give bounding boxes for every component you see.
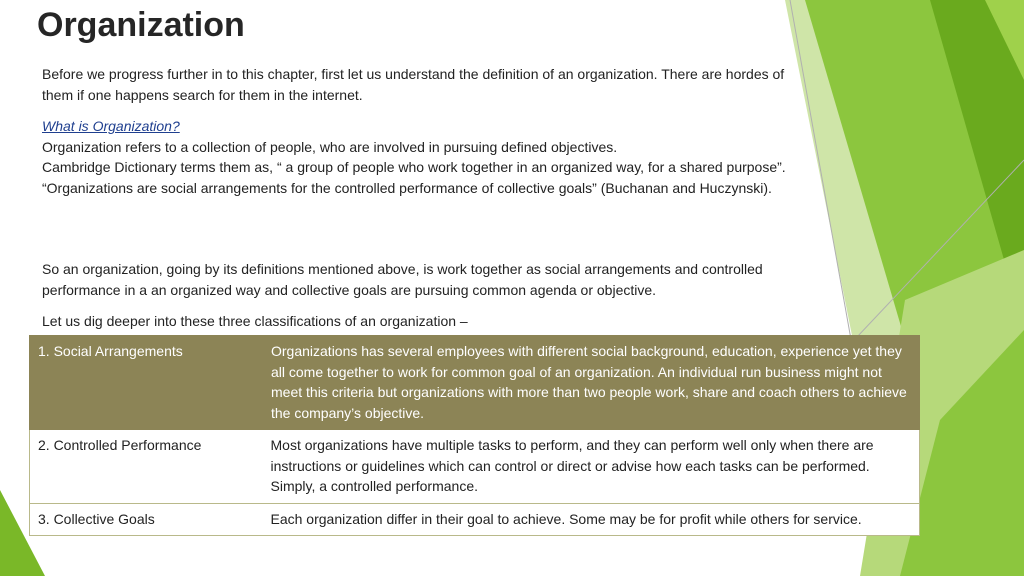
table-row xyxy=(30,503,920,536)
row-label: 1. Social Arrangements xyxy=(30,336,263,430)
table-row xyxy=(30,336,920,430)
row-label: 2. Controlled Performance xyxy=(30,430,263,504)
row-description: Each organization differ in their goal to achieve. Some may be for profit while others for service. xyxy=(263,503,920,536)
definitions-block xyxy=(42,116,817,198)
summary-paragraph xyxy=(42,259,817,300)
intro-text: Before we progress further in to this chapter, first let us understand the definition of an organization. There are hordes of them if one happens search for them in the internet. xyxy=(42,66,785,103)
row-description: Organizations has several employees with different social background, education, experience yet they all come together to work for common goal of an organization. An individual run business might not meet this criteria but organizations with more than two people work, share and coach others to achieve the company’s objective. xyxy=(263,336,920,430)
summary-text: So an organization, going by its definitions mentioned above, is work together as social arrangements and controlled performance in a an organized way and collective goals are pursuing common agenda or objective. xyxy=(42,261,763,298)
definition-1: Organization refers to a collection of people, who are involved in pursuing defined objectives. xyxy=(42,138,618,155)
row-description: Most organizations have multiple tasks to perform, and they can perform well only when there are instructions or guidelines which can control or direct or advise how each tasks can be performed. Simply, a controlled performance. xyxy=(263,430,920,504)
what-is-organization-link[interactable]: What is Organization? xyxy=(42,118,180,134)
classification-table xyxy=(29,335,920,536)
row-label: 3. Collective Goals xyxy=(30,503,263,536)
lead-in-text: Let us dig deeper into these three classifications of an organization – xyxy=(42,313,468,329)
slide-title: Organization xyxy=(37,6,245,44)
table-row xyxy=(30,430,920,504)
intro-paragraph xyxy=(42,64,817,105)
definition-2: Cambridge Dictionary terms them as, “ a group of people who work together in an organized way, for a shared purpose”. xyxy=(42,159,786,175)
lead-in-paragraph xyxy=(42,311,817,332)
definition-3: “Organizations are social arrangements for the controlled performance of collective goals” (Buchanan and Huczynski). xyxy=(42,179,772,196)
